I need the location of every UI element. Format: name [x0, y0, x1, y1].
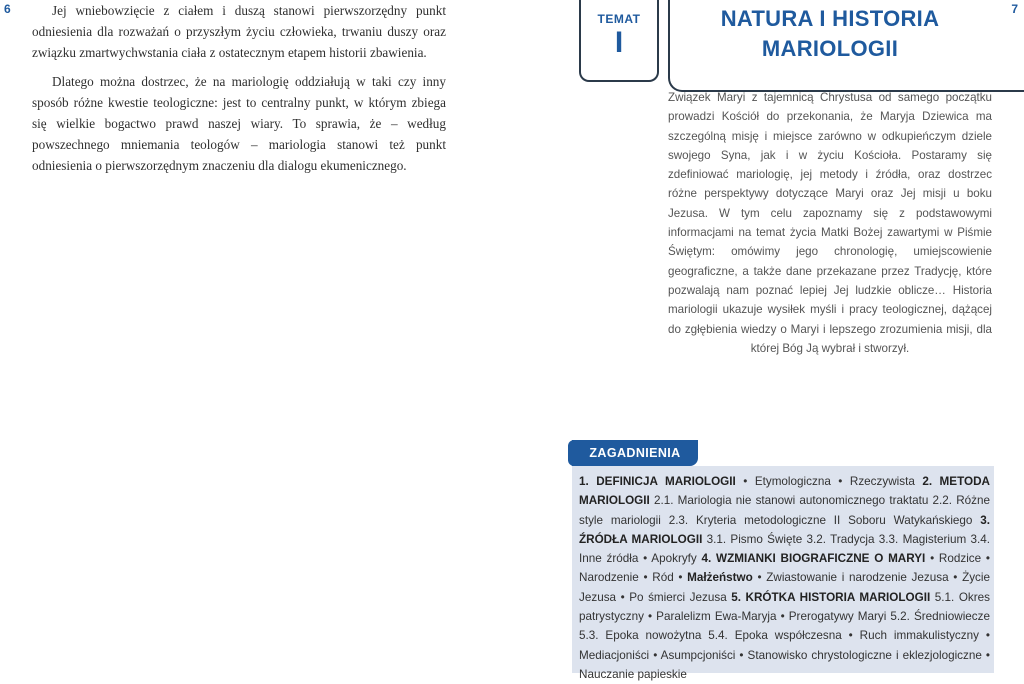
body-paragraph: Jej wniebowzięcie z ciałem i duszą stanowi pierwszorzędny punkt odniesienia dla rozważań o przyszłym życiu człowieka, trwaniu duszy oraz związku zmartwychwstania ciała z ostatecznym etapem historii zbawienia.	[32, 3, 446, 60]
topic-section-items: 5.1. Okres patrystyczny • Paralelizm Ewa-Maryja • Prerogatywy Maryi 5.2. Średniowiecze 5.3. Epoka nowożytna 5.4. Epoka współczesna • Ruch immakulistyczny • Mediacjoniści • Asumpcjoniści • Stanowisko chrystologiczne i eklezjologiczne • Nauczanie papieskie	[579, 590, 990, 681]
topic-label: TEMAT	[597, 12, 641, 26]
intro-paragraph: Związek Maryi z tajemnicą Chrystusa od samego początku prowadzi Kościół do przekonania, że Maryja Dziewica ma szczególną misję i miejsce zarówno w odkupieńczym dziele swojego Syna, jak i w życiu Kościoła. Postaramy się zdefiniować mariologię, jej metody i źródła, oraz dostrzec różne perspektywy dotyczące Maryi oraz Jej misji u boku Jezusa. W tym celu zapoznamy się z podstawowymi informacjami na temat życia Matki Bożej zawartymi w Piśmie Świętym: omówimy jego chronologię, umiejscowienie geograficzne, a także dane przekazane przez Tradycję, które pozwalają nam poznać lepiej Jej ludzkie oblicze… Historia mariologii ukazuje wysiłek myśli i pracy teologicznej, dążącej do zgłębienia wiedzy o Maryi i lepszego zrozumienia misji, dla której Bóg Ją wybrał i stworzył.	[668, 91, 992, 355]
chapter-intro	[668, 88, 992, 358]
topic-section-items: • Etymologiczna • Rzeczywista	[735, 475, 923, 488]
topic-section-heading: 4. WZMIANKI BIOGRAFICZNE O MARYI	[701, 552, 926, 566]
topic-section-items: • Zwiastowanie i narodzenie Jezusa • Życie Jezusa • Po śmierci Jezusa	[579, 571, 990, 604]
page-number-right: 7	[1011, 2, 1018, 16]
page-number-left: 6	[4, 2, 11, 16]
topic-section-heading: Małżeństwo	[687, 571, 753, 585]
chapter-title-line: NATURA I HISTORIA	[720, 6, 940, 31]
topics-list	[572, 466, 994, 681]
chapter-title	[680, 4, 980, 64]
topic-section-heading: 1. DEFINICJA MARIOLOGII	[579, 475, 736, 488]
topic-section-items: 3.1. Pismo Święte 3.2. Tradycja 3.3. Magisterium 3.4. Inne źródła • Apokryfy	[579, 532, 990, 566]
topic-section-items: • Rodzice • Narodzenie • Ród •	[579, 552, 990, 585]
left-page-body	[32, 0, 446, 176]
chapter-title-line: MARIOLOGII	[761, 36, 899, 61]
topic-section-items: 2.1. Mariologia nie stanowi autonomicznego traktatu 2.2. Różne style mariologii 2.3. Kryteria metodologiczne II Soboru Watykańskiego	[579, 494, 990, 527]
topic-section-heading: 5. KRÓTKA HISTORIA MARIOLOGII	[731, 590, 931, 604]
body-paragraph: Dlatego można dostrzec, że na mariologię oddziałują w taki czy inny sposób różne kwestie teologiczne: jest to centralny punkt, w którym zbiega się wielkie bogactwo prawd naszej wiary. To sprawia, że – według powszechnego mniemania teologów – mariologia stanowi też punkt odniesienia o pierwszorzędnym znaczeniu dla dialogu ekumenicznego.	[32, 74, 446, 173]
topic-number: I	[614, 26, 624, 59]
topic-section-heading: 3. ŹRÓDŁA MARIOLOGII	[579, 513, 990, 546]
topics-heading: ZAGADNIENIA	[572, 440, 698, 466]
topic-section-heading: 2. METODA MARIOLOGII	[579, 475, 990, 508]
topic-badge	[579, 0, 659, 82]
